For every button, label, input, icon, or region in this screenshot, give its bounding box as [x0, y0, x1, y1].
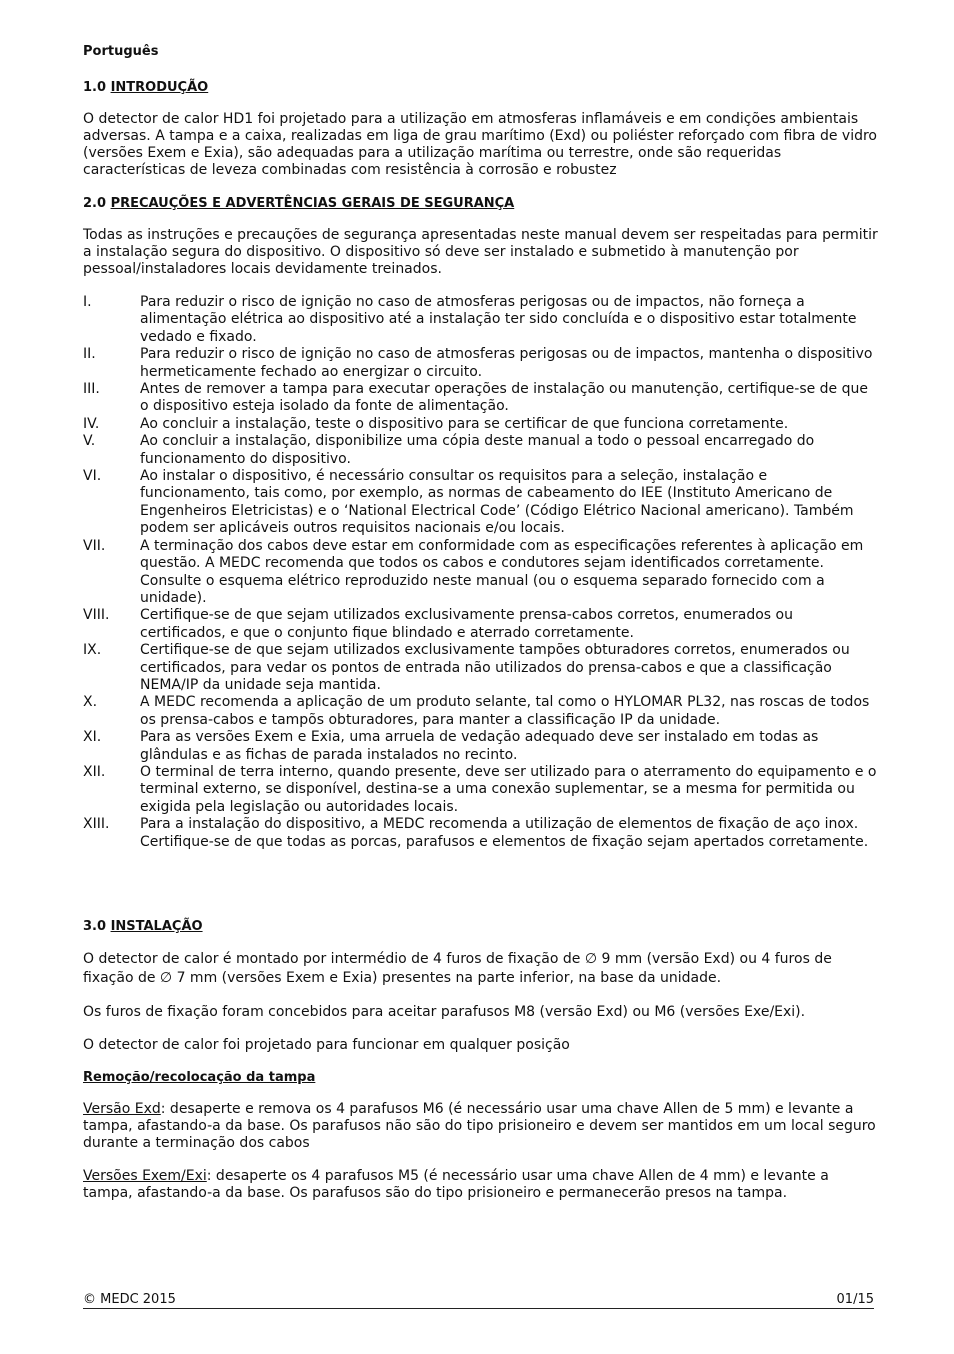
- list-item-number: XI.: [83, 729, 102, 746]
- list-item-number: III.: [83, 381, 100, 398]
- exd-label: Versão Exd: [83, 1101, 161, 1117]
- list-item-number: X.: [83, 694, 98, 711]
- section-2-intro: Todas as instruções e precauções de segurança apresentadas neste manual devem ser respeitadas para permitir a instalação segura do dispositivo. O dispositivo só deve ser instalado e submetido à manutenção por pessoal/instaladores locais devidamente treinados.: [83, 227, 878, 277]
- list-item-text: Antes de remover a tampa para executar operações de instalação ou manutenção, certifique-se de que o dispositivo esteja isolado da fonte de alimentação.: [140, 381, 868, 415]
- list-item-number: IV.: [83, 415, 100, 432]
- section-2-heading: [83, 196, 878, 211]
- list-item-text: Para a instalação do dispositivo, a MEDC recomenda a utilização de elementos de fixação de aço inox. Certifique-se de que todas as porcas, parafusos e elementos de fixação sejam apertados corretamente.: [140, 816, 869, 850]
- list-item-number: XII.: [83, 763, 106, 780]
- list-item-text: Ao concluir a instalação, disponibilize uma cópia deste manual a todo o pessoal encarregado do funcionamento do dispositivo.: [140, 433, 815, 467]
- list-item-number: V.: [83, 433, 96, 450]
- list-item-number: IX.: [83, 642, 102, 659]
- section-3-number: 3.0: [83, 919, 107, 934]
- list-item-number: VII.: [83, 537, 106, 554]
- list-item: [83, 538, 878, 608]
- page-footer: [83, 1292, 874, 1309]
- list-item-number: XIII.: [83, 816, 110, 833]
- list-item-text: Ao concluir a instalação, teste o dispositivo para se certificar de que funciona corretamente.: [140, 415, 789, 432]
- list-item-number: VI.: [83, 468, 102, 485]
- list-item: [83, 816, 878, 851]
- list-item: [83, 764, 878, 816]
- list-item: [83, 607, 878, 642]
- list-item-text: A terminação dos cabos deve estar em conformidade com as especificações referentes à aplicação em questão. A MEDC recomenda que todos os cabos e condutores sejam identificados corretamente. Consulte o esquema elétrico reproduzido neste manual (ou o esquema separado fornecido com a unidade).: [140, 537, 864, 606]
- exem-text: : desaperte os 4 parafusos M5 (é necessário usar uma chave Allen de 4 mm) e levante a tampa, afastando-a da base. Os parafusos são do tipo prisioneiro e permanecerão presos na tampa.: [83, 1168, 829, 1201]
- exem-label: Versões Exem/Exi: [83, 1168, 207, 1184]
- list-item: [83, 346, 878, 381]
- list-item-text: Para reduzir o risco de ignição no caso de atmosferas perigosas ou de impactos, mantenha o dispositivo hermeticamente fechado ao energizar o circuito.: [140, 346, 873, 380]
- list-item: [83, 642, 878, 694]
- list-item-number: VIII.: [83, 607, 110, 624]
- section-1-body: O detector de calor HD1 foi projetado para a utilização em atmosferas inflamáveis e em condições ambientais adversas. A tampa e a caixa, realizadas em liga de grau marítimo (Exd) ou poliéster reforçado com fibra de vidro (versões Exem e Exia), são adequadas para a utilização marítima ou terrestre, onde são requeridas características de leveza combinadas com resistência à corrosão e robustez: [83, 111, 877, 178]
- exem-paragraph: [83, 1168, 878, 1202]
- list-item: [83, 694, 878, 729]
- footer-page-number: 01/15: [836, 1292, 874, 1307]
- section-1-heading: [83, 80, 878, 95]
- section-1-number: 1.0: [83, 80, 107, 95]
- list-item: [83, 468, 878, 538]
- cover-removal-subheading: Remoção/recolocação da tampa: [83, 1070, 316, 1085]
- section-2-number: 2.0: [83, 196, 107, 211]
- document-page: [83, 44, 878, 1218]
- list-item-text: Certifique-se de que sejam utilizados exclusivamente tampões obturadores corretos, enumerados ou certificados, para vedar os pontos de entrada não utilizados do prensa-cabos e que a classificação NEMA/IP da unidade seja mantida.: [140, 642, 850, 693]
- list-item-text: Para as versões Exem e Exia, uma arruela de vedação adequado deve ser instalado em todas as glândulas e as fichas de parada instalados no recinto.: [140, 729, 819, 763]
- exd-paragraph: [83, 1101, 878, 1152]
- list-item-number: II.: [83, 346, 96, 363]
- section-3-paragraph-2: Os furos de fixação foram concebidos para aceitar parafusos M8 (versão Exd) ou M6 (versões Exe/Exi).: [83, 1004, 806, 1020]
- footer-copyright: © MEDC 2015: [83, 1292, 176, 1307]
- list-item: [83, 729, 878, 764]
- section-3-paragraph-1: O detector de calor é montado por intermédio de 4 furos de fixação de ∅ 9 mm (versão Exd) ou 4 furos de fixação de ∅ 7 mm (versões Exem e Exia) presentes na parte inferior, na base da unidade.: [83, 951, 832, 986]
- section-2-title: PRECAUÇÕES E ADVERTÊNCIAS GERAIS DE SEGURANÇA: [110, 196, 515, 211]
- list-item: [83, 433, 878, 468]
- list-item: [83, 416, 878, 433]
- language-heading: Português: [83, 44, 159, 59]
- section-3-heading: [83, 919, 878, 934]
- list-item: [83, 294, 878, 346]
- list-item: [83, 381, 878, 416]
- section-1-title: INTRODUÇÃO: [110, 80, 209, 95]
- section-3-title: INSTALAÇÃO: [110, 919, 203, 934]
- list-item-text: Certifique-se de que sejam utilizados exclusivamente prensa-cabos corretos, enumerados ou certificados, e que o conjunto fique blindado e aterrado corretamente.: [140, 607, 793, 641]
- list-item-text: Ao instalar o dispositivo, é necessário consultar os requisitos para a seleção, instalação e funcionamento, tais como, por exemplo, as normas de cabeamento do IEE (Instituto Americano de Engenheiros Eletricistas) e o ‘National Electrical Code’ (Código Elétrico Nacional americano). Também podem ser aplicáveis outros requisitos nacionais e/ou locais.: [140, 468, 854, 537]
- exd-text: : desaperte e remova os 4 parafusos M6 (é necessário usar uma chave Allen de 5 mm) e levante a tampa, afastando-a da base. Os parafusos não são do tipo prisioneiro e devem ser mantidos em um local seguro durante a terminação dos cabos: [83, 1101, 876, 1151]
- section-3-paragraph-3: O detector de calor foi projetado para funcionar em qualquer posição: [83, 1037, 570, 1053]
- list-item-text: A MEDC recomenda a aplicação de um produto selante, tal como o HYLOMAR PL32, nas roscas de todos os prensa-cabos e tampõs obturadores, para manter a classificação IP da unidade.: [140, 694, 870, 728]
- list-item-text: Para reduzir o risco de ignição no caso de atmosferas perigosas ou de impactos, não forneça a alimentação elétrica ao dispositivo até a instalação ter sido concluída e o dispositivo estar totalmente vedado e fixado.: [140, 294, 857, 345]
- safety-list: [83, 294, 878, 851]
- list-item-number: I.: [83, 294, 92, 310]
- list-item-text: O terminal de terra interno, quando presente, deve ser utilizado para o aterramento do equipamento e o terminal externo, se disponível, destina-se a uma conexão suplementar, se a mesma for permitida ou exigida pela legislação ou autoridades locais.: [140, 763, 877, 815]
